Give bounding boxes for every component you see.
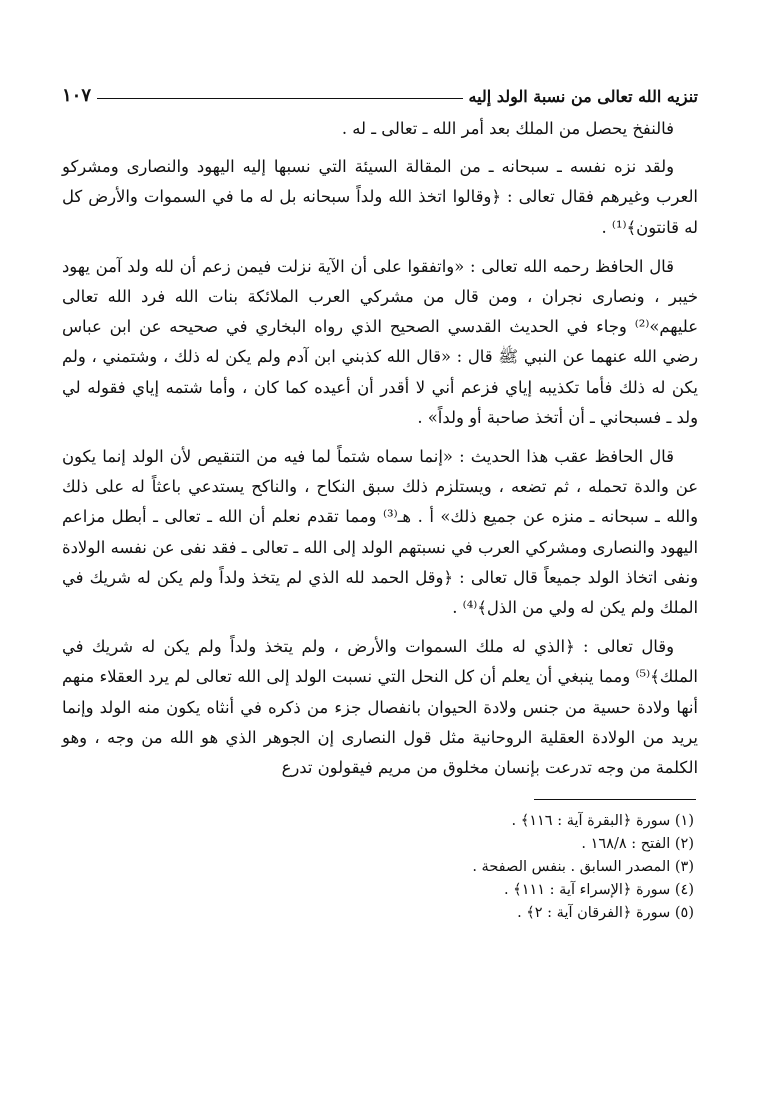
page-number: ١٠٧ [62,85,92,106]
paragraph: قال الحافظ عقب هذا الحديث : «إنما سماه شتماً لما فيه من التنقيص لأن الولد إنما يكون عن والدة تحمله ، ثم تضعه ، ويستلزم ذلك سبق النكاح ، والناكح يستدعي باعثاً له على ذلك والله ـ سبحانه ـ منزه عن جميع ذلك» أ . هـ⁽³⁾ ومما تقدم نعلم أن الله ـ تعالى ـ أبطل مزاعم اليهود والنصارى ومشركي العرب في نسبتهم الولد إلى الله ـ تعالى ـ فقد نفى عن نفسه الولادة ونفى اتخاذ الولد جميعاً قال تعالى : ﴿وقل الحمد لله الذي لم يتخذ ولداً ولم يكن له شريك في الملك ولم يكن له ولي من الذل﴾⁽⁴⁾ . [62,447,698,618]
footnote: (٢) الفتح : ١٦٨/٨ . [581,836,694,853]
main-text [62,114,698,783]
footnote-rule [534,799,696,800]
running-header [62,72,698,106]
footnote: (١) سورة ﴿البقرة آية : ١١٦﴾ . [511,813,694,830]
paragraph: وقال تعالى : ﴿الذي له ملك السموات والأرض ، ولم يتخذ ولداً ولم يكن له شريك في الملك﴾⁽⁵⁾ ومما ينبغي أن يعلم أن كل النحل التي نسبت الولد إلى الله تعالى لم يرد العقلاء منهم أنها ولادة حسية من جنس ولادة الحيوان بانفصال جزء من ذكره في أنثاه يكون منه الولد وإنما يريد من الولادة العقلية الروحانية مثل قول النصارى إن الجوهر الذي هو الله من وجه ، وهو الكلمة من وجه تدرعت بإنسان مخلوق من مريم فيقولون تدرع [62,637,698,778]
header-title: تنزيه الله تعالى من نسبة الولد إليه [468,87,698,106]
paragraph: ولقد نزه نفسه ـ سبحانه ـ من المقالة السيئة التي نسبها إليه اليهود والنصارى ومشركو العرب وغيرهم فقال تعالى : ﴿وقالوا اتخذ الله ولداً سبحانه بل له ما في السموات والأرض كل له قانتون﴾⁽¹⁾ . [62,157,698,237]
book-page [62,72,698,925]
paragraph: قال الحافظ رحمه الله تعالى : «واتفقوا على أن الآية نزلت فيمن زعم أن لله ولد آمن يهود خيبر ، ونصارى نجران ، ومن قال من مشركي العرب الملائكة بنات الله فرد الله تعالى عليهم»⁽²⁾ وجاء في الحديث القدسي الصحيح الذي رواه البخاري في صحيحه عن ابن عباس رضي الله عنهما عن النبي ﷺ قال : «قال الله كذبني ابن آدم ولم يكن له ذلك ، وشتمني ، ولم يكن له ذلك فأما تكذيبه إياي فزعم أني لا أقدر أن أعيده كما كان ، وأما شتمه إياي فقوله لي ولد ـ فسبحاني ـ أن أتخذ صاحبة أو ولداً» . [62,256,698,427]
footnote: (٤) سورة ﴿الإسراء آية : ١١١﴾ . [503,882,694,899]
footnote: (٥) سورة ﴿الفرقان آية : ٢﴾ . [517,905,694,922]
paragraph: فالنفخ يحصل من الملك بعد أمر الله ـ تعالى ـ له . [341,119,674,138]
footnote: (٣) المصدر السابق . بنفس الصفحة . [472,859,694,876]
footnotes [62,799,698,925]
header-rule [97,98,463,99]
